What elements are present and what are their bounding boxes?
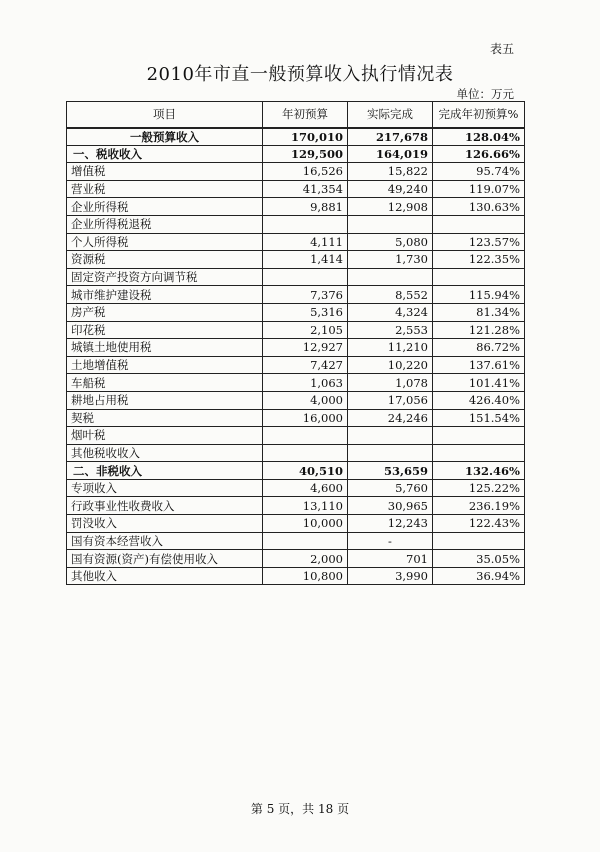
row-budget-cell: 2,000 [263,550,348,568]
table-row [67,497,525,515]
table-header-row [67,102,525,128]
row-item-cell: 企业所得税退税 [67,215,263,233]
row-actual-cell: 217,678 [348,128,433,146]
row-item-cell: 城镇土地使用税 [67,339,263,357]
header-budget: 年初预算 [263,102,348,128]
row-item-cell: 国有资源(资产)有偿使用收入 [67,550,263,568]
row-budget-cell: 12,927 [263,339,348,357]
table-row [67,268,525,286]
row-item-cell: 城市维护建设税 [67,286,263,304]
header-item: 项目 [67,102,263,128]
table-row [67,321,525,339]
row-percent-cell [433,532,525,550]
row-actual-cell: 4,324 [348,303,433,321]
row-budget-cell [263,215,348,233]
header-percent: 完成年初预算% [433,102,525,128]
row-percent-cell [433,427,525,445]
row-item-cell: 房产税 [67,303,263,321]
unit-label: 单位：万元 [456,87,514,101]
row-item-cell: 个人所得税 [67,233,263,251]
row-actual-cell: 3,990 [348,567,433,585]
row-percent-cell: 130.63% [433,198,525,216]
row-item-cell: 印花税 [67,321,263,339]
row-budget-cell [263,268,348,286]
row-budget-cell [263,444,348,462]
row-percent-cell: 36.94% [433,567,525,585]
row-item-cell: 一、税收收入 [67,145,263,163]
table-body [67,128,525,585]
table-row [67,303,525,321]
row-budget-cell: 2,105 [263,321,348,339]
row-actual-cell: - [348,532,433,550]
table-row [67,215,525,233]
header-actual: 实际完成 [348,102,433,128]
row-actual-cell: 8,552 [348,286,433,304]
row-percent-cell: 128.04% [433,128,525,146]
table-row [67,180,525,198]
row-budget-cell: 10,800 [263,567,348,585]
row-percent-cell: 95.74% [433,163,525,181]
table-row [67,163,525,181]
row-budget-cell: 16,526 [263,163,348,181]
row-budget-cell: 41,354 [263,180,348,198]
row-budget-cell: 5,316 [263,303,348,321]
row-budget-cell: 1,063 [263,374,348,392]
row-budget-cell: 7,376 [263,286,348,304]
table-row [67,233,525,251]
row-actual-cell: 11,210 [348,339,433,357]
row-percent-cell: 137.61% [433,356,525,374]
row-actual-cell: 49,240 [348,180,433,198]
row-percent-cell: 86.72% [433,339,525,357]
row-item-cell: 资源税 [67,251,263,269]
row-budget-cell: 170,010 [263,128,348,146]
row-budget-cell: 4,111 [263,233,348,251]
row-percent-cell: 122.35% [433,251,525,269]
table-row [67,145,525,163]
row-actual-cell: 24,246 [348,409,433,427]
page-title: 2010年市直一般预算收入执行情况表 [146,64,454,85]
row-percent-cell: 236.19% [433,497,525,515]
row-budget-cell [263,427,348,445]
row-percent-cell: 426.40% [433,391,525,409]
table-row [67,198,525,216]
row-percent-cell [433,268,525,286]
budget-revenue-table [66,101,525,585]
row-budget-cell: 10,000 [263,515,348,533]
row-actual-cell [348,215,433,233]
table-row [67,128,525,146]
table-row [67,550,525,568]
row-percent-cell: 122.43% [433,515,525,533]
row-actual-cell: 12,243 [348,515,433,533]
row-actual-cell: 2,553 [348,321,433,339]
row-percent-cell: 119.07% [433,180,525,198]
row-item-cell: 其他税收收入 [67,444,263,462]
row-item-cell: 增值税 [67,163,263,181]
row-percent-cell: 121.28% [433,321,525,339]
table-row [67,286,525,304]
table-row [67,462,525,480]
row-percent-cell: 151.54% [433,409,525,427]
row-budget-cell: 40,510 [263,462,348,480]
row-actual-cell: 12,908 [348,198,433,216]
table-row [67,444,525,462]
table-row [67,515,525,533]
row-percent-cell: 115.94% [433,286,525,304]
row-budget-cell: 4,000 [263,391,348,409]
row-item-cell: 二、非税收入 [67,462,263,480]
row-percent-cell: 123.57% [433,233,525,251]
row-item-cell: 企业所得税 [67,198,263,216]
table-row [67,479,525,497]
row-budget-cell [263,532,348,550]
row-actual-cell: 164,019 [348,145,433,163]
row-item-cell: 专项收入 [67,479,263,497]
row-budget-cell: 1,414 [263,251,348,269]
row-actual-cell: 10,220 [348,356,433,374]
row-percent-cell: 35.05% [433,550,525,568]
row-actual-cell [348,268,433,286]
row-item-cell: 其他收入 [67,567,263,585]
table-number-label: 表五 [489,42,514,56]
row-percent-cell: 126.66% [433,145,525,163]
row-item-cell: 固定资产投资方向调节税 [67,268,263,286]
row-actual-cell: 5,080 [348,233,433,251]
row-budget-cell: 9,881 [263,198,348,216]
row-actual-cell: 701 [348,550,433,568]
row-actual-cell: 53,659 [348,462,433,480]
row-percent-cell: 101.41% [433,374,525,392]
row-actual-cell: 1,078 [348,374,433,392]
table-row [67,427,525,445]
row-item-cell: 营业税 [67,180,263,198]
row-percent-cell: 132.46% [433,462,525,480]
table-row [67,339,525,357]
row-percent-cell [433,444,525,462]
row-item-cell: 耕地占用税 [67,391,263,409]
row-actual-cell [348,444,433,462]
row-budget-cell: 7,427 [263,356,348,374]
table-row [67,532,525,550]
row-item-cell: 契税 [67,409,263,427]
row-actual-cell [348,427,433,445]
row-percent-cell: 81.34% [433,303,525,321]
row-item-cell: 烟叶税 [67,427,263,445]
row-actual-cell: 15,822 [348,163,433,181]
row-item-cell: 一般预算收入 [67,128,263,146]
table-row [67,391,525,409]
row-item-cell: 罚没收入 [67,515,263,533]
row-budget-cell: 13,110 [263,497,348,515]
row-item-cell: 土地增值税 [67,356,263,374]
row-item-cell: 行政事业性收费收入 [67,497,263,515]
row-actual-cell: 17,056 [348,391,433,409]
table-row [67,374,525,392]
row-actual-cell: 30,965 [348,497,433,515]
row-percent-cell [433,215,525,233]
table-row [67,356,525,374]
page-footer: 第 5 页，共 18 页 [250,802,350,816]
row-actual-cell: 5,760 [348,479,433,497]
row-budget-cell: 4,600 [263,479,348,497]
table-row [67,567,525,585]
row-actual-cell: 1,730 [348,251,433,269]
table-row [67,409,525,427]
row-budget-cell: 16,000 [263,409,348,427]
table-row [67,251,525,269]
row-percent-cell: 125.22% [433,479,525,497]
row-item-cell: 车船税 [67,374,263,392]
row-budget-cell: 129,500 [263,145,348,163]
row-item-cell: 国有资本经营收入 [67,532,263,550]
